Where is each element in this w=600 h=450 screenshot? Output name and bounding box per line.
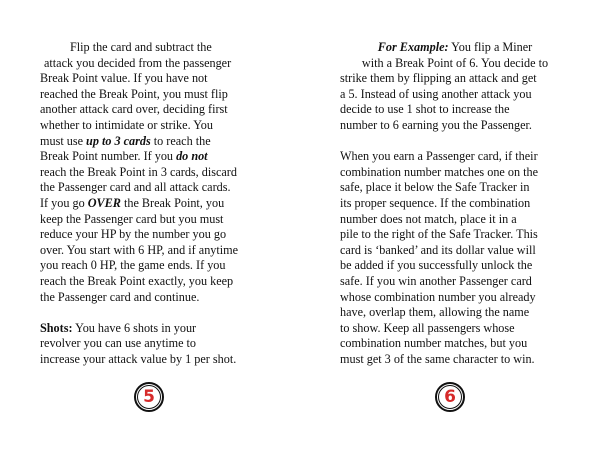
text-line: you reach 0 HP, the game ends. If you — [40, 258, 226, 273]
paragraph-gap — [340, 134, 570, 150]
emphasis-up-to-3-cards: up to 3 cards — [86, 133, 151, 148]
text-line: combination number matches one on the — [340, 164, 538, 179]
text-line: with a Break Point of 6. You decide to — [361, 55, 549, 70]
text-line: number to 6 earning you the Passenger. — [340, 117, 532, 132]
page-right — [300, 0, 600, 450]
text-run: You flip a Miner — [448, 40, 533, 54]
page-number-badge — [134, 382, 164, 412]
page-left-text — [40, 40, 272, 367]
text-line: pile to the right of the Safe Tracker. This — [340, 227, 538, 242]
text-line: the Passenger card and continue. — [40, 289, 200, 304]
text-run: the Break Point, you — [120, 195, 225, 210]
text-run: must use — [40, 133, 87, 148]
text-line: safe, place it below the Safe Tracker in — [340, 180, 530, 195]
text-line: revolver you can use anytime to — [40, 336, 197, 351]
text-line: another attack card over, deciding first — [40, 102, 228, 117]
text-run: Break Point number. If you — [40, 149, 177, 164]
text-run: You have 6 shots in your — [72, 320, 197, 335]
text-line: be added if you successfully unlock the — [340, 258, 533, 273]
text-line: reached the Break Point, you must flip — [40, 86, 228, 101]
text-line: reduce your HP by the number you go — [40, 227, 227, 242]
text-line: its proper sequence. If the combination — [340, 195, 531, 210]
text-line: over. You start with 6 HP, and if anytime — [40, 242, 239, 257]
page-number-badge — [435, 382, 465, 412]
text-line: reach the Break Point in 3 cards, discard — [40, 164, 237, 179]
text-run: If you go — [40, 195, 88, 210]
shots-label: Shots: — [40, 320, 73, 335]
text-line: Break Point value. If you have not — [40, 71, 208, 86]
text-line: attack you decided from the passenger — [44, 55, 232, 70]
emphasis-do-not: do not — [176, 149, 208, 164]
text-line: Flip the card and subtract the — [70, 40, 212, 54]
text-line: have, overlap them, allowing the name — [340, 305, 530, 320]
text-line — [40, 196, 272, 212]
page-right-text — [340, 40, 570, 367]
text-line: combination number matches, but you — [340, 336, 528, 351]
text-line: strike them by flipping an attack and get — [340, 71, 537, 86]
text-line: must get 3 of the same character to win. — [340, 351, 535, 366]
text-run: to reach the — [150, 133, 211, 148]
page-number: 6 — [438, 385, 462, 409]
text-line: keep the Passenger card but you must — [40, 211, 224, 226]
text-line — [40, 134, 272, 150]
text-line: decide to use 1 shot to increase the — [340, 102, 510, 117]
text-line: When you earn a Passenger card, if their — [340, 149, 538, 164]
paragraph-gap — [40, 305, 272, 321]
text-line: a 5. Instead of using another attack you — [340, 86, 532, 101]
text-line: number does not match, place it in a — [340, 211, 517, 226]
example-label: For Example: — [377, 40, 449, 54]
page-number: 5 — [137, 385, 161, 409]
text-line: increase your attack value by 1 per shot. — [40, 351, 237, 366]
emphasis-over: OVER — [87, 195, 121, 210]
text-line: whose combination number you already — [340, 289, 536, 304]
text-line — [40, 149, 272, 165]
text-line — [40, 321, 272, 337]
text-line — [340, 40, 570, 56]
text-line: to show. Keep all passengers whose — [340, 320, 515, 335]
text-line: safe. If you win another Passenger card — [340, 273, 532, 288]
text-line: reach the Break Point exactly, you keep — [40, 273, 234, 288]
text-line: whether to intimidate or strike. You — [40, 117, 213, 132]
text-line: card is ‘banked’ and its dollar value will — [340, 242, 536, 257]
text-line: the Passenger card and all attack cards. — [40, 180, 231, 195]
